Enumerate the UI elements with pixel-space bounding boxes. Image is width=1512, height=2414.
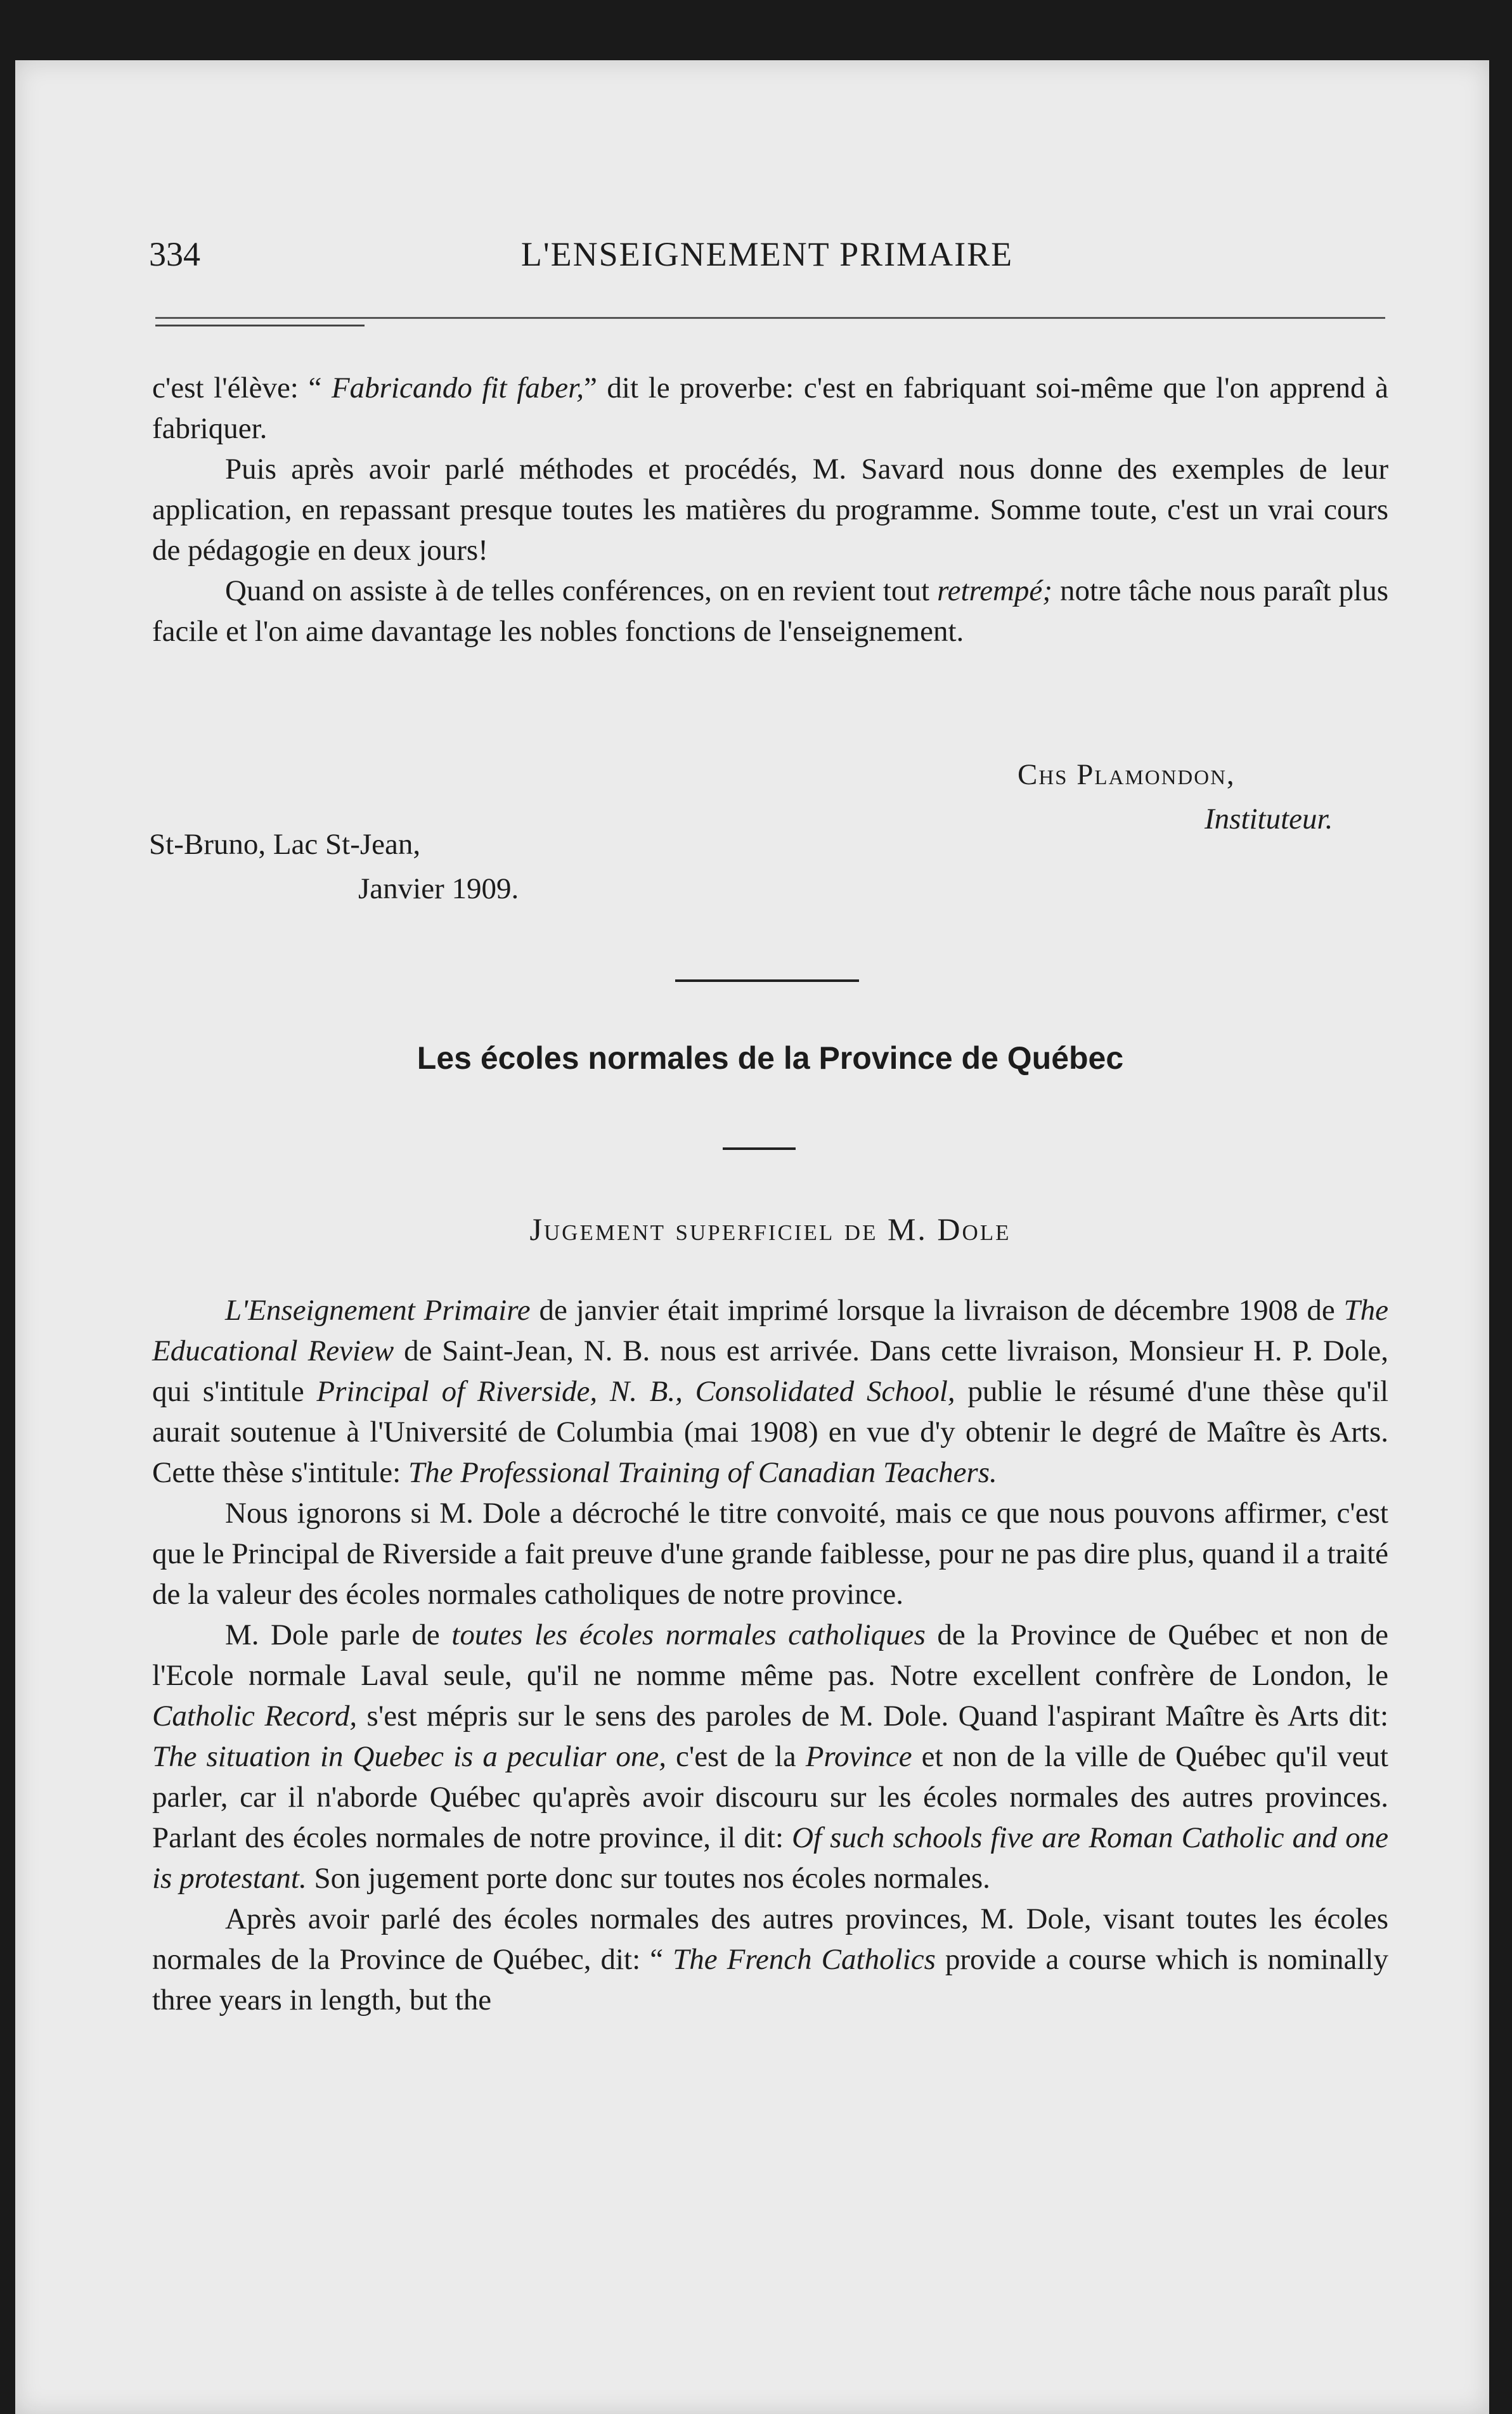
letter-body [152, 368, 1388, 652]
page-number: 334 [149, 235, 200, 273]
article-paragraph-3: M. Dole parle de toutes les écoles normales catholiques de la Province de Québec et non de l'Ecole normale Laval seule, qu'il ne nomme même pas. Notre excellent confrère de London, le Catholic Record, s'est mépris sur le sens des paroles de M. Dole. Quand l'aspirant Maître ès Arts dit: The situation in Quebec is a peculiar one, c'est de la Province et non de la ville de Québec qu'il veut parler, car il n'aborde Québec qu'après avoir discouru sur les écoles normales des autres provinces. Parlant des écoles normales de notre province, il dit: Of such schools five are Roman Catholic and one is protestant. Son jugement porte donc sur toutes nos écoles normales. [152, 1618, 1389, 1895]
header-rule-short [155, 325, 365, 326]
article-title: Les écoles normales de la Province de Québec [417, 1040, 1124, 1076]
header-rule [155, 317, 1385, 319]
signature-place: St-Bruno, Lac St-Jean, [149, 828, 421, 861]
article-body [152, 1290, 1388, 2020]
letter-paragraph-2: Puis après avoir parlé méthodes et procédés, M. Savard nous donne des exemples de leur application, en repassant presque toutes les matières du programme. Somme toute, c'est un vrai cours de pédagogie en deux jours! [152, 453, 1388, 567]
article-paragraph-2: Nous ignorons si M. Dole a décroché le titre convoité, mais ce que nous pouvons affirmer, c'est que le Principal de Riverside a fait preuve d'une grande faiblesse, pour ne pas dire plus, quand il a traité de la valeur des écoles normales catholiques de notre province. [152, 1497, 1388, 1611]
section-divider [675, 979, 859, 982]
article-subtitle: Jugement superficiel de M. Dole [529, 1211, 1011, 1247]
signature-name: Chs Plamondon, [1018, 758, 1236, 791]
title-divider [723, 1147, 796, 1150]
article-paragraph-1: L'Enseignement Primaire de janvier était imprimé lorsque la livraison de décembre 1908 de The Educational Review de Saint-Jean, N. B. nous est arrivée. Dans cette livraison, Monsieur H. P. Dole, qui s'intitule Principal of Riverside, N. B., Consolidated School, publie le résumé d'une thèse qu'il aurait soutenue à l'Université de Columbia (mai 1908) en vue d'y obtenir le degré de Maître ès Arts. Cette thèse s'intitule: The Professional Training of Canadian Teachers. [152, 1294, 1389, 1489]
signature-date: Janvier 1909. [358, 872, 519, 905]
letter-paragraph-3: Quand on assiste à de telles conférences, on en revient tout retrempé; notre tâche nous paraît plus facile et l'on aime davantage les nobles fonctions de l'enseignement. [152, 574, 1388, 648]
signature-title: Instituteur. [1205, 803, 1333, 836]
letter-paragraph-1: c'est l'élève: “ Fabricando fit faber,” dit le proverbe: c'est en fabriquant soi-même que l'on apprend à fabriquer. [152, 371, 1389, 445]
article-paragraph-4: Après avoir parlé des écoles normales des autres provinces, M. Dole, visant toutes les écoles normales de la Province de Québec, dit: “ The French Catholics provide a course which is nominally three years in length, but the [152, 1902, 1388, 2017]
page-header [149, 235, 1385, 285]
running-title: L'ENSEIGNEMENT PRIMAIRE [520, 235, 1014, 273]
